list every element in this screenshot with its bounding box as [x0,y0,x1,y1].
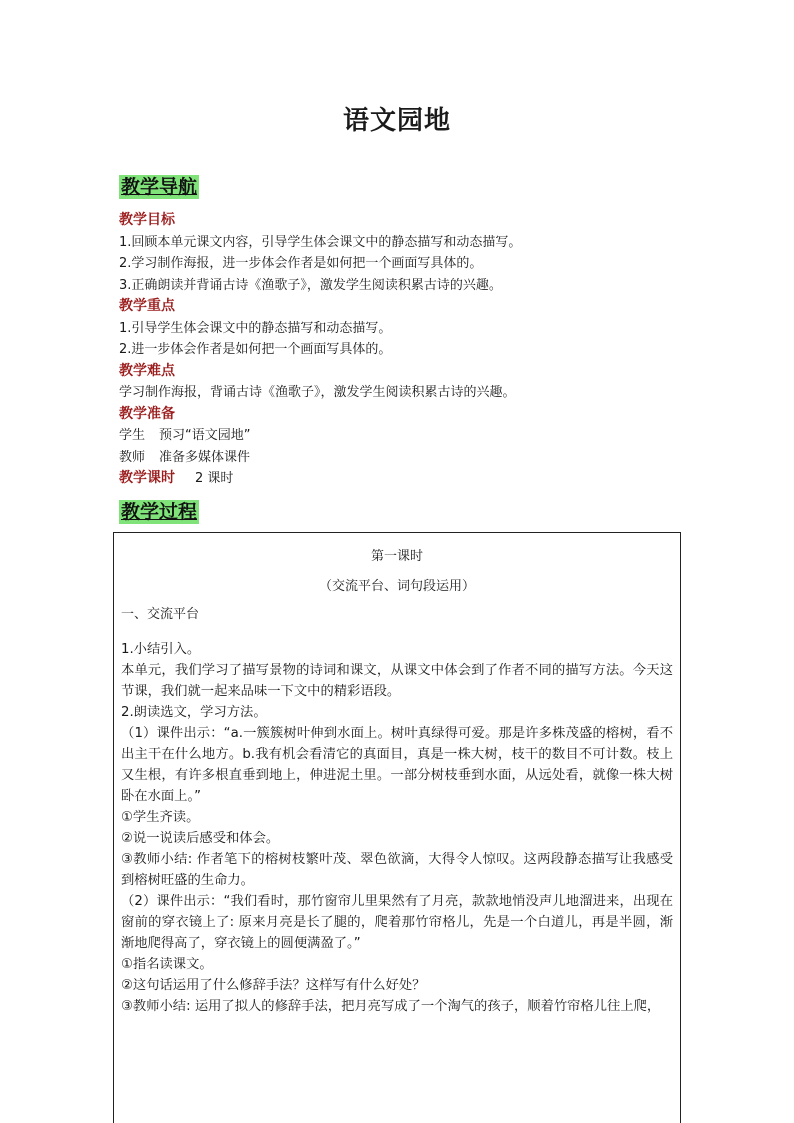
objectives-heading: 教学目标 [119,212,175,228]
key-point-item-2: 2.进一步体会作者是如何把一个画面写具体的。 [119,342,392,357]
preparation-teacher-role: 教师 [119,449,146,465]
content-paragraph: ②说一说读后感受和体会。 [121,831,280,846]
preparation-student-role: 学生 [119,428,146,443]
hours-heading: 教学课时 [119,470,175,486]
preparation-teacher-row [119,447,679,469]
content-paragraph: 本单元，我们学习了描写景物的诗词和课文，从课文中体会到了作者不同的描写方法。今天这节课，我们就一起来品味一下文中的精彩语段。 [121,663,673,699]
content-paragraph: ①学生齐读。 [121,810,200,825]
section-heading-teaching-guide: 教学导航 [121,176,198,198]
difficulty-item-1: 学习制作海报，背诵古诗《渔歌子》，激发学生阅读积累古诗的兴趣。 [119,385,516,400]
content-paragraph: ③教师小结: 运用了拟人的修辞手法，把月亮写成了一个淘气的孩子，顺着竹帘格儿往上爬， [121,999,661,1014]
part-title: 一、交流平台 [121,607,200,622]
section-heading-teaching-process: 教学过程 [121,501,198,523]
preparation-teacher-task: 准备多媒体课件 [159,449,251,465]
objective-item-3: 3.正确朗读并背诵古诗《渔歌子》，激发学生阅读积累古诗的兴趣。 [119,277,502,293]
hours-row [119,468,679,490]
content-paragraph: ②这句话运用了什么修辞手法？这样写有什么好处？ [121,978,426,993]
key-point-item-1: 1.引导学生体会课文中的静态描写和动态描写。 [119,320,392,336]
content-paragraph: （1）课件出示：“a.一簇簇树叶伸到水面上。树叶真绿得可爱。那是许多株茂盛的榕树，看不出主干在什么地方。b.我有机会看清它的真面目，真是一株大树，枝干的数目不可计数。枝上又生根，有许多根直垂到地上，伸进泥土里。一部分树枝垂到水面，从远处看，就像一株大树卧在水面上。” [121,726,673,804]
objective-item-1: 1.回顾本单元课文内容，引导学生体会课文中的静态描写和动态描写。 [119,234,522,250]
page-title: 语文园地 [342,106,451,136]
lesson-content [121,639,673,1017]
content-paragraph: ③教师小结: 作者笔下的榕树枝繁叶茂、翠色欲滴，大得令人惊叹。这两段静态描写让我感受到榕树旺盛的生命力。 [121,852,673,888]
preparation-heading: 教学准备 [119,405,175,422]
content-paragraph: 1.小结引入。 [121,642,201,657]
objective-item-2: 2.学习制作海报，进一步体会作者是如何把一个画面写具体的。 [119,256,483,271]
key-points-heading: 教学重点 [119,298,175,314]
difficulties-heading: 教学难点 [119,362,175,379]
teaching-guide-section [119,210,679,490]
preparation-student-task: 预习“语文园地” [159,428,251,443]
hours-value: 2 课时 [195,471,234,486]
preparation-student-row [119,425,679,447]
lesson-title: 第一课时 [370,549,423,564]
lesson-subtitle: （交流平台、词句段运用） [318,579,475,594]
content-paragraph: （2）课件出示：“我们看时，那竹窗帘儿里果然有了月亮，款款地悄没声儿地溜进来，出现在窗前的穿衣镜上了: 原来月亮是长了腿的，爬着那竹帘格儿，先是一个白道儿，再是半圆，渐渐地爬得高了，穿衣镜上的圆便满盈了。” [121,894,673,951]
content-paragraph: ①指名读课文。 [121,957,213,972]
content-paragraph: 2.朗读选文，学习方法。 [121,705,267,720]
teaching-process-box [113,532,681,1123]
